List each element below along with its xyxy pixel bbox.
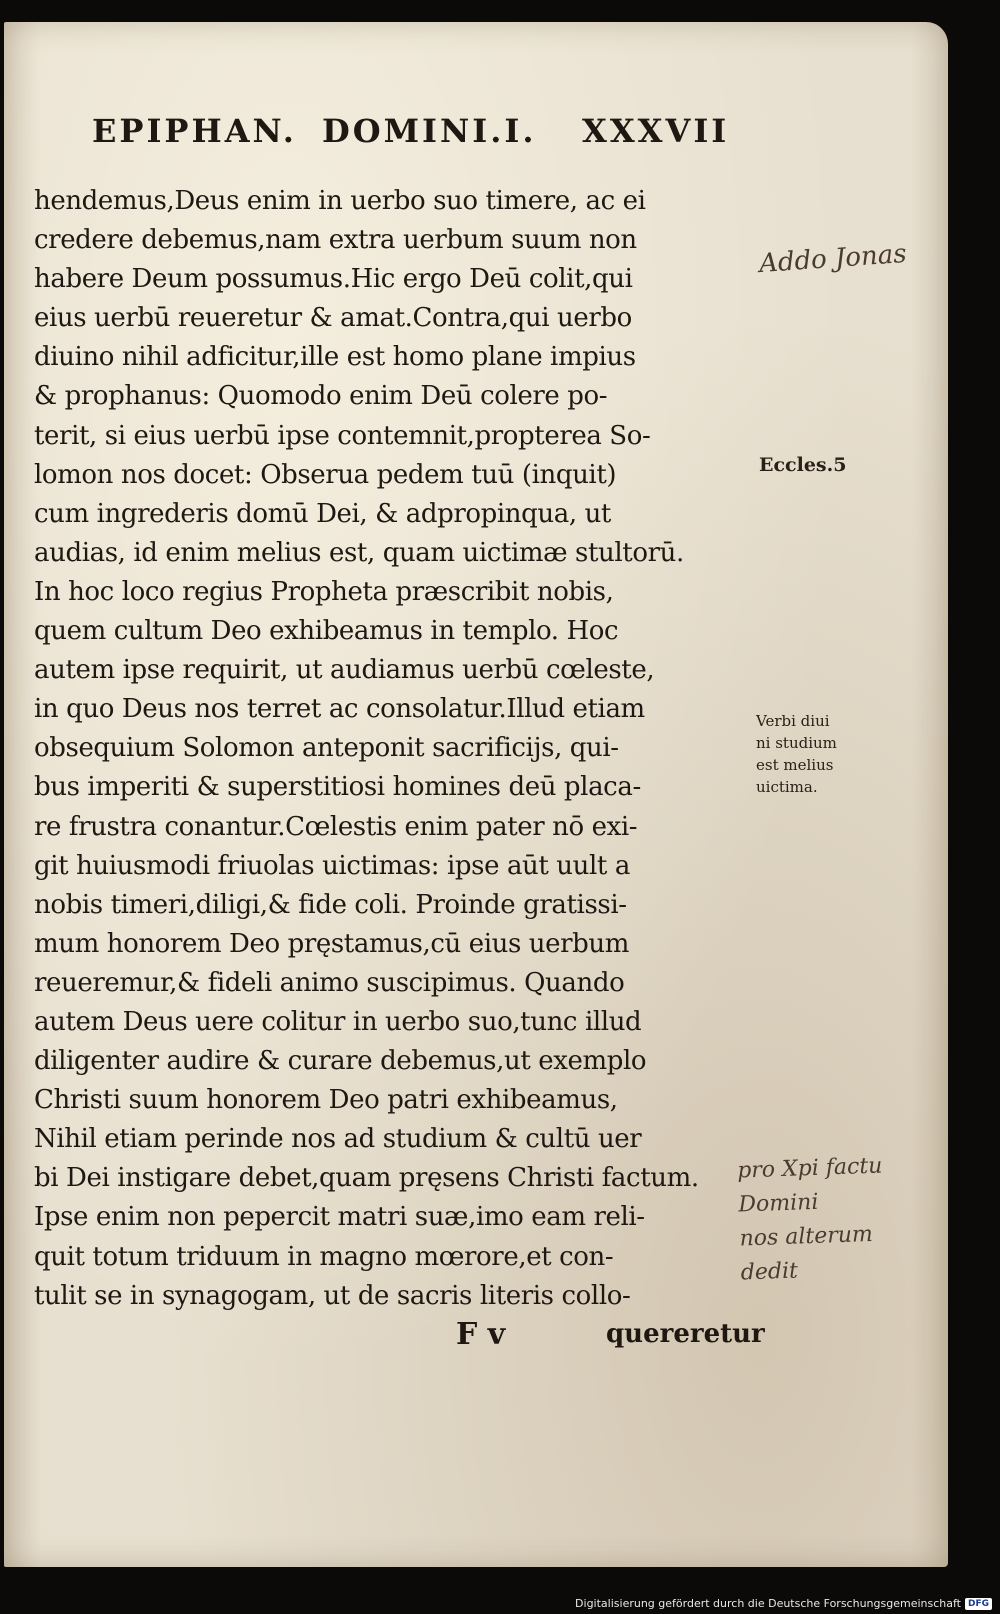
text-line: audias, id enim melius est, quam uictimæ stultorū.: [34, 537, 684, 568]
text-line: eius uerbū reueretur & amat.Contra,qui uerbo: [34, 303, 632, 334]
text-line: autem Deus uere colitur in uerbo suo,tunc illud: [34, 1006, 642, 1037]
text-line: quit totum triduum in magno mœrore,et con-: [34, 1241, 614, 1272]
book-page: [4, 22, 948, 1567]
text-line: tulit se in synagogam, ut de sacris literis collo-: [34, 1280, 631, 1311]
margin-note-line: Verbi diui: [756, 712, 830, 730]
text-line: nobis timeri,diligi,& fide coli. Proinde gratissi-: [34, 889, 627, 920]
handwritten-line: dedit: [740, 1258, 799, 1286]
margin-note-line: est melius: [756, 756, 834, 774]
text-line: git huiusmodi friuolas uictimas: ipse aūt uult a: [34, 850, 630, 881]
text-line: mum honorem Deo pręstamus,cū eius uerbum: [34, 928, 629, 959]
text-line: quem cultum Deo exhibeamus in templo. Hoc: [34, 616, 619, 647]
main-text-block: [34, 182, 746, 1316]
text-line: reueremur,& fideli animo suscipimus. Quando: [34, 967, 625, 998]
text-line: Christi suum honorem Deo patri exhibeamus,: [34, 1085, 618, 1116]
text-line: obsequium Solomon anteponit sacrificijs, qui-: [34, 733, 619, 764]
text-line: re frustra conantur.Cœlestis enim pater nō exi-: [34, 811, 638, 842]
handwritten-line: Domini: [737, 1189, 819, 1218]
catchword: quereretur: [606, 1319, 765, 1349]
margin-note-line: uictima.: [756, 778, 818, 796]
handwritten-line: pro Xpi factu: [736, 1153, 883, 1184]
text-line: bus imperiti & superstitiosi homines deū placa-: [34, 772, 641, 803]
text-line: diuino nihil adficitur,ille est homo plane impius: [34, 342, 636, 373]
text-line: hendemus,Deus enim in uerbo suo timere, ac ei: [34, 186, 646, 216]
text-line: habere Deum possumus.Hic ergo Deū colit,qui: [34, 264, 633, 295]
text-line: credere debemus,nam extra uerbum suum non: [34, 225, 637, 256]
digitization-credit: [575, 1597, 992, 1610]
handwritten-line: nos alterum: [739, 1221, 874, 1252]
running-head: [92, 112, 742, 150]
text-line: Ipse enim non pepercit matri suæ,imo eam reli-: [34, 1202, 645, 1233]
text-line: cum ingrederis domū Dei, & adpropinqua, ut: [34, 498, 611, 529]
credit-text: Digitalisierung gefördert durch die Deutsche Forschungsgemeinschaft: [575, 1597, 961, 1610]
printed-margin-note-verbi: [756, 710, 837, 798]
running-head-center: DOMINI.I.: [322, 112, 537, 150]
text-line: diligenter audire & curare debemus,ut exemplo: [34, 1046, 647, 1077]
margin-note-line: ni studium: [756, 734, 837, 752]
text-line: & prophanus: Quomodo enim Deū colere po-: [34, 381, 608, 412]
folio-number: XXXVII: [582, 112, 730, 150]
text-line: Nihil etiam perinde nos ad studium & cultū uer: [34, 1124, 642, 1155]
text-line: In hoc loco regius Propheta præscribit nobis,: [34, 576, 614, 607]
text-line: lomon nos docet: Obserua pedem tuū (inquit): [34, 459, 617, 490]
dfg-logo-icon: DFG: [965, 1598, 992, 1610]
handwritten-annotation-top: Addo Jonas: [758, 238, 908, 280]
text-line: terit, si eius uerbū ipse contemnit,propterea So-: [34, 420, 651, 451]
text-line: bi Dei instigare debet,quam pręsens Christi factum.: [34, 1163, 699, 1194]
text-line: in quo Deus nos terret ac consolatur.Illud etiam: [34, 694, 645, 725]
running-head-left: EPIPHAN.: [92, 112, 297, 150]
signature-mark: F v: [456, 1317, 506, 1352]
printed-margin-note-eccles: Eccles.5: [759, 454, 847, 476]
text-line: autem ipse requirit, ut audiamus uerbū cœleste,: [34, 655, 655, 686]
handwritten-annotation-bottom: [737, 1150, 887, 1291]
